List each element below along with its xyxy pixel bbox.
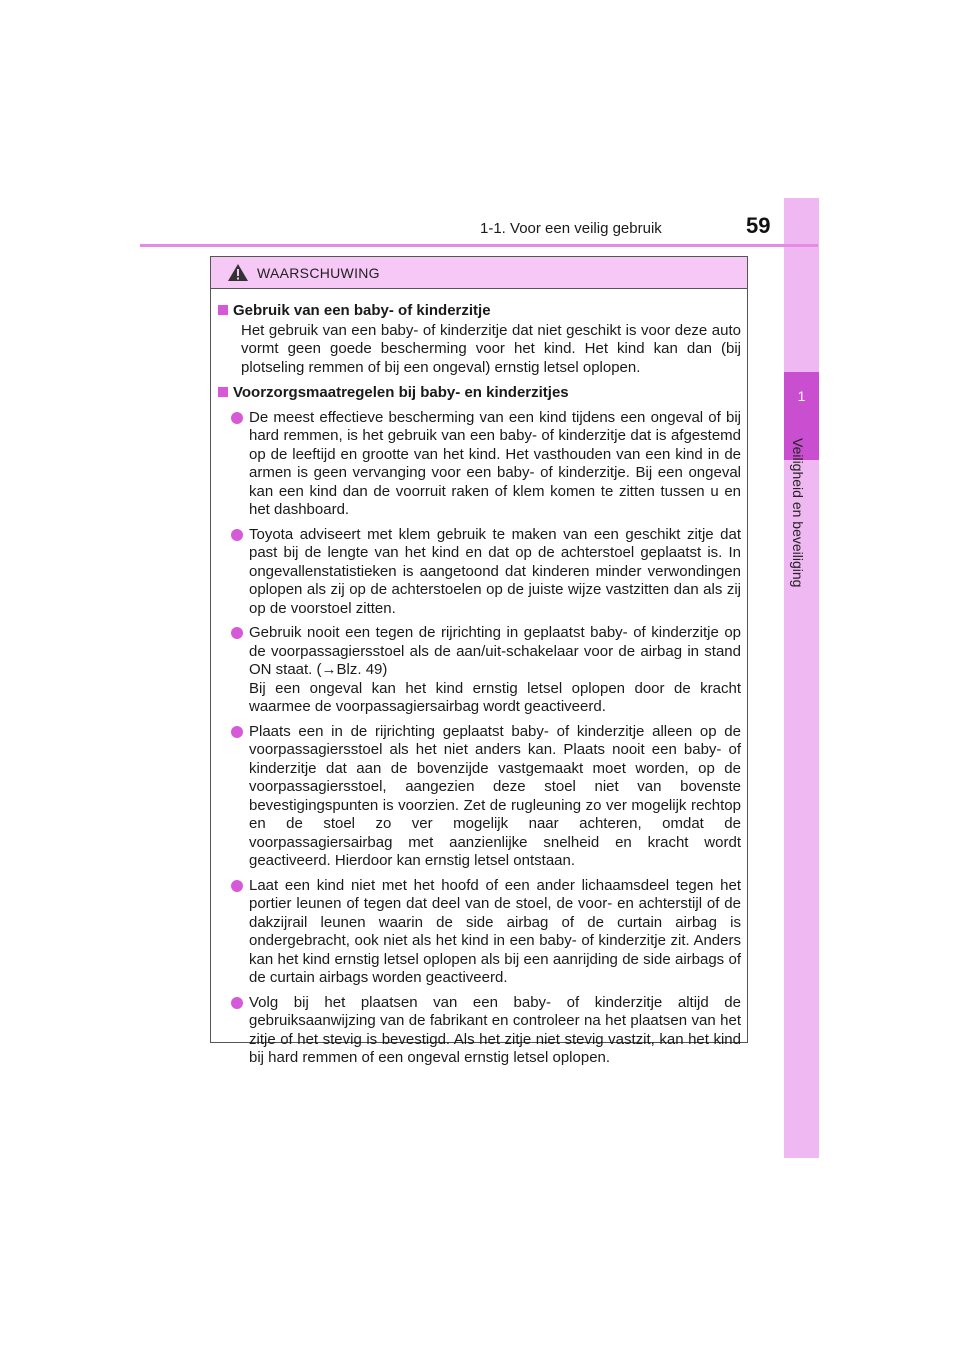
list-item bbox=[218, 994, 741, 1068]
list-item-text: De meest effectieve bescherming van een kind tijdens een ongeval of bij hard remmen, is het gebruik van een baby- of kinderzitje dat is afgestemd op de leeftijd en grootte van het kind. Het vasthouden van een kind in de armen is geen vervanging voor een baby- of kinderzitje. Bij een ongeval kan een kind dan de voorruit raken of klem komen te zitten tussen u en het dashboard. bbox=[249, 408, 741, 518]
warning-box bbox=[210, 256, 748, 1066]
list-item bbox=[218, 526, 741, 619]
list-item bbox=[218, 877, 741, 988]
square-bullet-icon bbox=[218, 305, 228, 315]
section-heading bbox=[218, 302, 741, 321]
chapter-number: 1 bbox=[797, 388, 806, 404]
warning-label: WAARSCHUWING bbox=[257, 264, 380, 281]
list-item-text bbox=[249, 624, 741, 717]
warning-header bbox=[211, 257, 747, 289]
section-title: 1-1. Voor een veilig gebruik bbox=[480, 220, 662, 237]
list-item bbox=[218, 723, 741, 871]
round-bullet-icon bbox=[231, 412, 243, 424]
round-bullet-icon bbox=[231, 726, 243, 738]
side-tab-strip bbox=[784, 198, 819, 1158]
round-bullet-icon bbox=[231, 529, 243, 541]
warning-content bbox=[211, 289, 747, 1068]
list-item-text: Toyota adviseert met klem gebruik te maken van een geschikt zitje dat past bij de lengte van het kind en dat op de achterstoel geplaatst is. In ongevallenstatistieken is aangetoond dat kinderen minder verwondingen oplopen als zij op de achterstoelen op de juiste wijze vastzitten dan als zij op de voorstoel zitten. bbox=[249, 525, 741, 617]
list-item bbox=[218, 409, 741, 520]
list-item-text: Volg bij het plaatsen van een baby- of kinderzitje altijd de gebruiksaanwijzing van de fabrikant en controleer na het plaatsen van het zitje of het stevig is bevestigd. Als het zitje niet stevig vastzit, kan het kind bij hard remmen of een ongeval ernstig letsel oplopen. bbox=[249, 993, 741, 1066]
heading-text: Gebruik van een baby- of kinderzitje bbox=[233, 302, 491, 319]
chapter-title: Veiligheid en beveiliging bbox=[790, 438, 806, 588]
round-bullet-icon bbox=[231, 627, 243, 639]
list-item-text-part: Gebruik nooit een tegen de rijrichting in geplaatst baby- of kinderzitje op de voorpassagiersstoel als de aan/uit-schakelaar voor de airbag in stand ON staat. (→Blz. 49) bbox=[249, 624, 741, 678]
list-item-text: Plaats een in de rijrichting geplaatst baby- of kinderzitje alleen op de voorpassagiersstoel als het niet anders kan. Plaats nooit een baby- of kinderzitje dat aan de bovenzijde vastgemaakt moet worden, op de voorpassagiersstoel, aangezien deze stoel niet van bovenste bevestigingspunten is voorzien. Zet de rugleuning zo ver mogelijk rechtop en de stoel zo ver mogelijk naar achteren, omdat de voorpassagiersairbag met aanzienlijke snelheid en kracht wordt geactiveerd. Hierdoor kan ernstig letsel ontstaan. bbox=[249, 722, 741, 869]
square-bullet-icon bbox=[218, 387, 228, 397]
list-item-text-part: Bij een ongeval kan het kind ernstig letsel oplopen door de kracht waarmee de voorpassagiersairbag wordt geactiveerd. bbox=[249, 679, 741, 715]
list-item-text: Laat een kind niet met het hoofd of een ander lichaamsdeel tegen het portier leunen of tegen dat deel van de stoel, de voor- en achterstijl of de dakzijrail leunen waarin de side airbag of de curtain airbag is ondergebracht, ook niet als het kind in een baby- of kinderzitje zit. Anders kan het kind ernstig letsel oplopen als bij een aanrijding de side airbags of de curtain airbags worden geactiveerd. bbox=[249, 876, 741, 986]
round-bullet-icon bbox=[231, 997, 243, 1009]
section-heading bbox=[218, 384, 741, 403]
warning-triangle-icon bbox=[227, 263, 249, 282]
page-number: 59 bbox=[746, 213, 771, 238]
header-rule bbox=[140, 244, 818, 247]
heading-text: Voorzorgsmaatregelen bij baby- en kinderzitjes bbox=[233, 384, 569, 401]
section-paragraph: Het gebruik van een baby- of kinderzitje dat niet geschikt is voor deze auto vormt geen goede bescherming voor het kind. Het kind kan dan (bij plotseling remmen of bij een ongeval) ernstig letsel oplopen. bbox=[241, 321, 741, 376]
round-bullet-icon bbox=[231, 880, 243, 892]
list-item bbox=[218, 624, 741, 717]
